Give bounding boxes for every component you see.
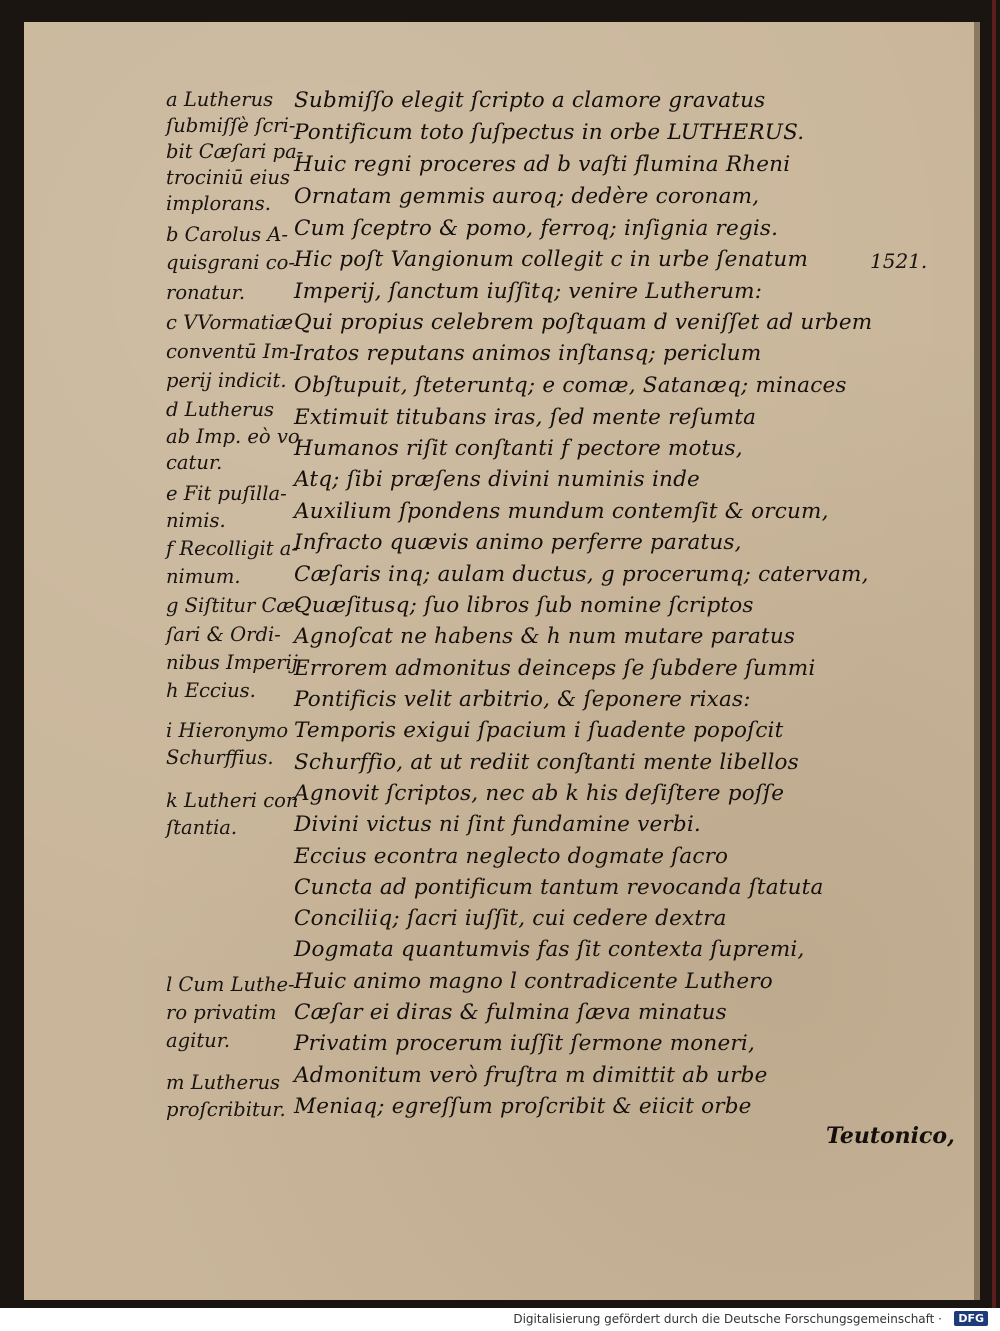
verse-line: Quæſitusq; ſuo libros ſub nomine ſcriptos: [294, 593, 754, 618]
footer-bar: [0, 1308, 1000, 1331]
verse-line: Temporis exigui ſpacium i ſuadente popoſcit: [294, 718, 784, 743]
verse-line: Auxilium ſpondens mundum contemſit & orcum,: [294, 499, 829, 524]
verse-line: Meniaq; egreſſum proſcribit & eiicit orbe: [294, 1094, 752, 1119]
verse-line: Eccius econtra neglecto dogmate ſacro: [294, 844, 729, 869]
gloss-line: d Lutherus: [166, 398, 275, 421]
verse-line: Huic animo magno l contradicente Luthero: [294, 969, 773, 994]
gloss-line: conventū Im-: [166, 340, 296, 363]
gloss-line: trociniū eius: [166, 166, 290, 189]
verse-line: Errorem admonitus deinceps ſe ſubdere ſummi: [294, 656, 816, 681]
gloss-line: bit Cæſari pa-: [166, 140, 304, 163]
dfg-logo: DFG: [954, 1311, 988, 1326]
year-marker: 1521.: [870, 249, 928, 273]
gloss-line: catur.: [166, 451, 223, 474]
verse-line: Privatim procerum iuſſit ſermone moneri,: [294, 1031, 755, 1056]
verse-line: Humanos riſit conſtanti f pectore motus,: [294, 436, 743, 461]
gloss-line: ſari & Ordi-: [166, 623, 281, 646]
gloss-line: c VVormatiæ: [166, 311, 294, 334]
verse-line: Cum ſceptro & pomo, ferroq; inſignia regis.: [294, 216, 779, 241]
verse-line: Obſtupuit, ſteteruntq; e comæ, Satanæq; minaces: [294, 373, 847, 398]
verse-line: Cæſar ei diras & fulmina ſæva minatus: [294, 1000, 727, 1025]
verse-line: Schurffio, at ut rediit conſtanti mente libellos: [294, 750, 799, 775]
gloss-line: k Lutheri con: [166, 789, 299, 812]
gloss-line: ro privatim: [166, 1001, 277, 1024]
verse-line: Cæſaris inq; aulam ductus, g procerumq; catervam,: [294, 562, 869, 587]
verse-line: Agnoſcat ne habens & h num mutare paratus: [294, 624, 796, 649]
verse-line: Qui propius celebrem poſtquam d veniſſet ad urbem: [294, 310, 873, 335]
gloss-line: h Eccius.: [166, 679, 256, 702]
gloss-line: a Lutherus: [166, 88, 274, 111]
verse-line: Conciliiq; ſacri iuſſit, cui cedere dextra: [294, 906, 727, 931]
gloss-line: proſcribitur.: [166, 1098, 286, 1121]
verse-line: Submiſſo elegit ſcripto a clamore gravatus: [294, 88, 766, 113]
book-edge: [992, 0, 996, 1308]
verse-line: Huic regni proceres ad b vaſti flumina Rheni: [294, 152, 791, 177]
funding-credit: Digitalisierung gefördert durch die Deutsche Forschungsgemeinschaft ·: [513, 1312, 942, 1326]
gloss-line: b Carolus A-: [166, 223, 288, 246]
verse-line: Atq; ſibi præſens divini numinis inde: [294, 467, 700, 492]
gloss-line: l Cum Luthe-: [166, 973, 295, 996]
gloss-line: nimum.: [166, 565, 241, 588]
verse-line: Iratos reputans animos inſtansq; periclum: [294, 341, 762, 366]
verse-line: Hic poſt Vangionum collegit c in urbe ſenatum: [294, 247, 809, 272]
verse-line: Pontificis velit arbitrio, & ſeponere rixas:: [294, 687, 751, 712]
verse-line: Admonitum verò fruſtra m dimittit ab urbe: [294, 1063, 768, 1088]
verse-line: Cuncta ad pontificum tantum revocanda ſtatuta: [294, 875, 824, 900]
gloss-line: ſtantia.: [166, 816, 238, 839]
gloss-line: Schurffius.: [166, 746, 274, 769]
verse-line: Dogmata quantumvis fas ſit contexta ſupremi,: [294, 937, 805, 962]
gloss-line: perij indicit.: [166, 369, 287, 392]
gloss-line: nimis.: [166, 509, 226, 532]
catchword: Teutonico,: [826, 1123, 955, 1149]
page-edge-shadow: [974, 22, 980, 1300]
gloss-line: i Hieronymo: [166, 719, 289, 742]
verse-line: Imperij, ſanctum iuſſitq; venire Lutherum:: [294, 279, 763, 304]
verse-line: Infracto quævis animo perferre paratus,: [294, 530, 742, 555]
gloss-line: e Fit puſilla-: [166, 482, 287, 505]
gloss-line: f Recolligit a-: [166, 537, 298, 560]
gloss-line: implorans.: [166, 192, 271, 215]
verse-line: Pontificum toto ſuſpectus in orbe LUTHERUS.: [294, 120, 805, 145]
verse-line: Extimuit titubans iras, ſed mente reſumta: [294, 405, 757, 430]
gloss-line: quisgrani co-: [166, 251, 295, 274]
gloss-line: ronatur.: [166, 281, 246, 304]
verse-line: Agnovit ſcriptos, nec ab k his deſiſtere poſſe: [294, 781, 785, 806]
gloss-line: m Lutherus: [166, 1071, 281, 1094]
gloss-line: agitur.: [166, 1029, 231, 1052]
gloss-line: ſubmiſſè ſcri-: [166, 114, 296, 137]
verse-line: Ornatam gemmis auroq; dedère coronam,: [294, 184, 760, 209]
gloss-line: nibus Imperij: [166, 651, 298, 674]
gloss-line: g Siſtitur Cæ-: [166, 594, 302, 617]
gloss-line: ab Imp. eò vo: [166, 425, 300, 448]
verse-line: Divini victus ni ſint fundamine verbi.: [294, 812, 701, 837]
